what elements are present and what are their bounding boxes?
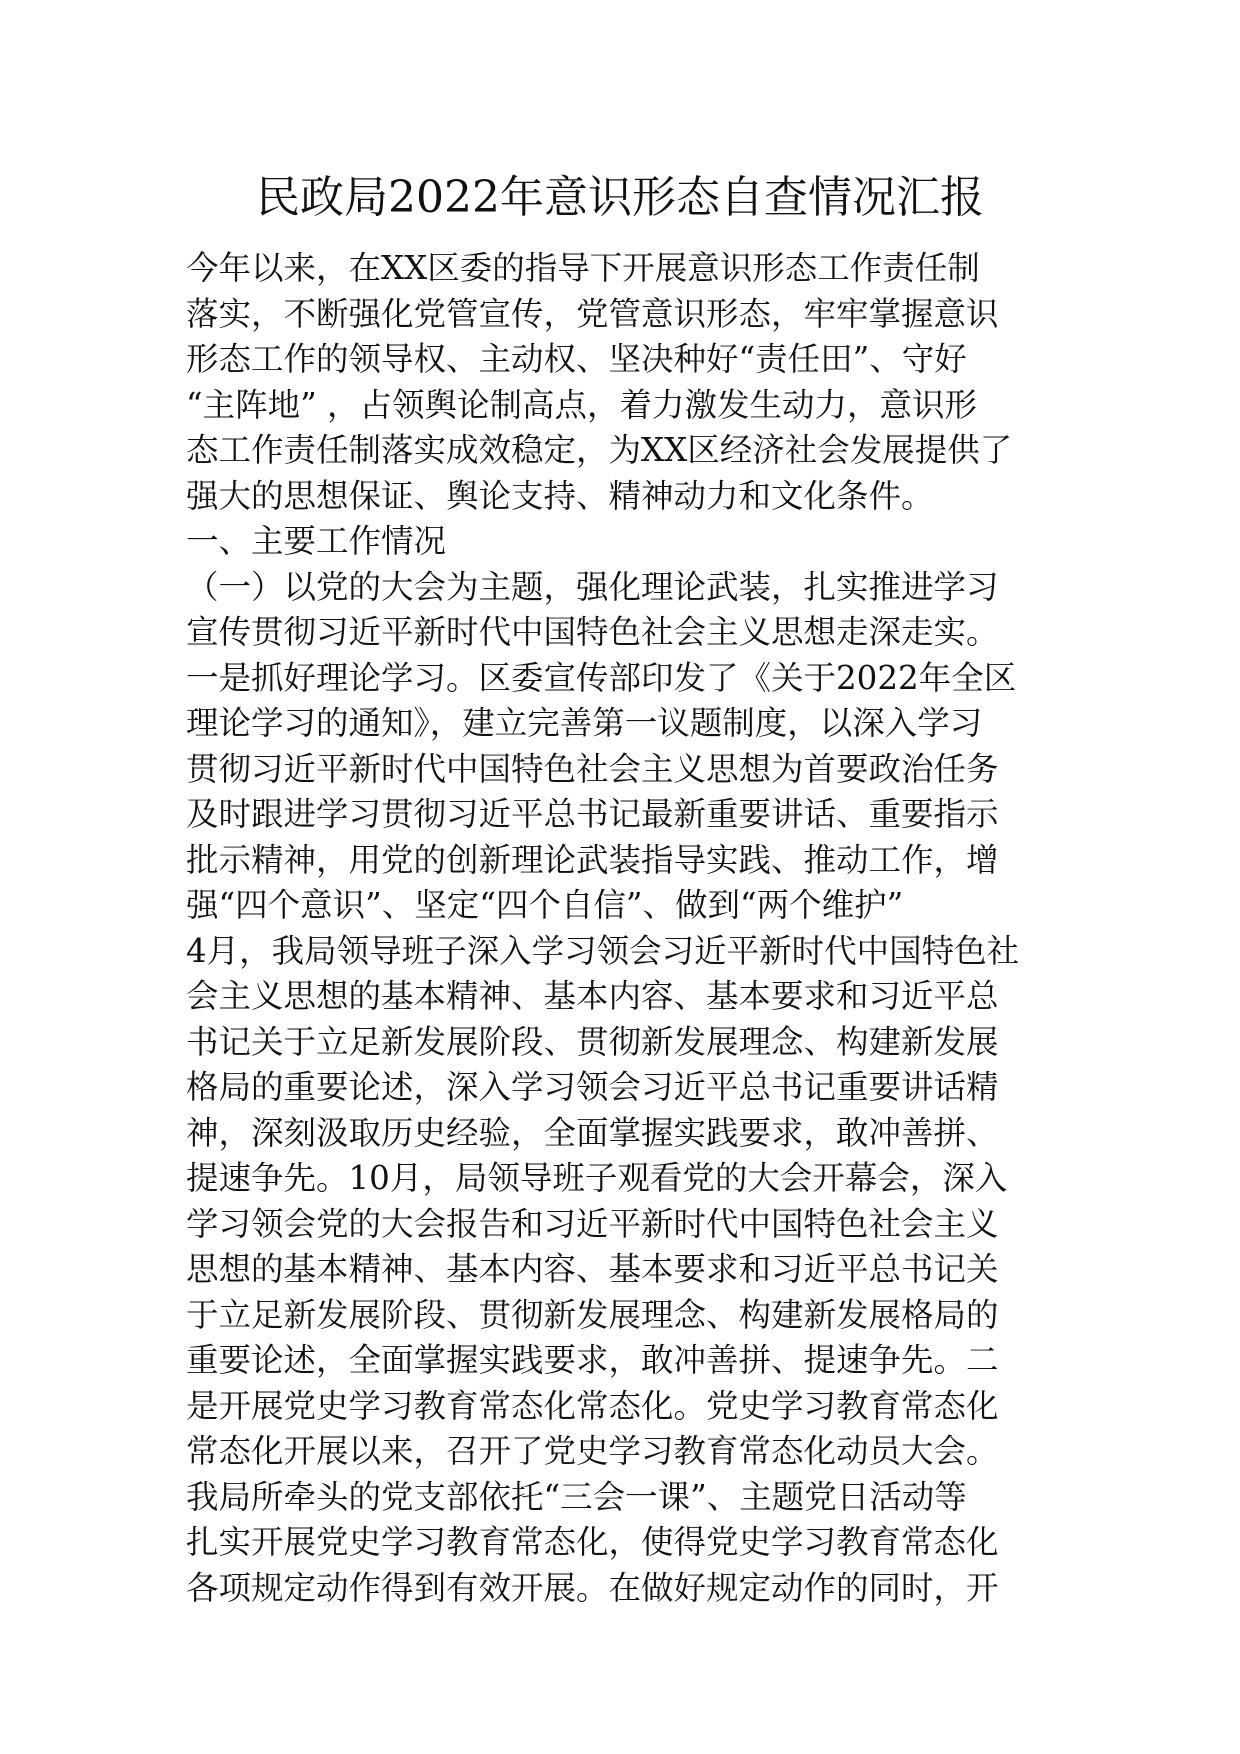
body-line: 及时跟进学习贯彻习近平总书记最新重要讲话、重要指示 — [186, 795, 999, 833]
body-line: 学习领会党的大会报告和习近平新时代中国特色社会主义 — [186, 1204, 999, 1243]
body-line: 形态工作的领导权、主动权、坚决种好“责任田”、守好 — [186, 340, 967, 378]
body-line: 重要论述，全面掌握实践要求，敢冲善拼、提速争先。二 — [186, 1341, 999, 1379]
body-line: 批示精神，用党的创新理论武装指导实践、推动工作，增 — [186, 840, 999, 879]
body-line: 思想的基本精神、基本内容、基本要求和习近平总书记关 — [186, 1250, 999, 1288]
body-line: “主阵地” ，占领舆论制高点，着力激发生动力，意识形 — [186, 385, 978, 424]
body-line: 4月，我局领导班子深入学习领会习近平新时代中国特色社 — [186, 931, 1020, 970]
body-line: 扎实开展党史学习教育常态化，使得党史学习教育常态化 — [186, 1523, 999, 1561]
body-line: 贯彻习近平新时代中国特色社会主义思想为首要政治任务 — [186, 749, 999, 788]
body-line: 落实，不断强化党管宣传，党管意识形态，牢牢掌握意识 — [186, 294, 999, 333]
body-line: 是开展党史学习教育常态化常态化。党史学习教育常态化 — [186, 1386, 999, 1425]
body-line: 强大的思想保证、舆论支持、精神动力和文化条件。 — [186, 476, 934, 515]
body-line: 于立足新发展阶段、贯彻新发展理念、构建新发展格局的 — [186, 1295, 999, 1334]
document-body — [186, 246, 1052, 1611]
body-line: 会主义思想的基本精神、基本内容、基本要求和习近平总 — [186, 977, 999, 1015]
body-line: 今年以来，在XX区委的指导下开展意识形态工作责任制 — [186, 249, 980, 287]
body-line: 宣传贯彻习近平新时代中国特色社会主义思想走深走实。 — [186, 613, 999, 651]
body-line: 格局的重要论述，深入学习领会习近平总书记重要讲话精 — [186, 1068, 999, 1106]
body-line: 提速争先。10月，局领导班子观看党的大会开幕会，深入 — [186, 1159, 1008, 1197]
body-line: 理论学习的通知》，建立完善第一议题制度，以深入学习 — [186, 704, 983, 742]
body-line: 强“四个意识”、坚定“四个自信”、做到“两个维护” — [186, 886, 904, 924]
document-title: 民政局2022年意识形态自查情况汇报 — [256, 172, 984, 223]
body-line: （一）以党的大会为主题，强化理论武装，扎实推进学习 — [186, 567, 999, 606]
body-line: 态工作责任制落实成效稳定，为XX区经济社会发展提供了 — [186, 431, 1013, 469]
body-line: 一是抓好理论学习。区委宣传部印发了《关于2022年全区 — [186, 658, 1017, 697]
body-line: 一、主要工作情况 — [186, 522, 447, 560]
body-line: 书记关于立足新发展阶段、贯彻新发展理念、构建新发展 — [186, 1022, 999, 1061]
body-line: 常态化开展以来，召开了党史学习教育常态化动员大会。 — [186, 1432, 999, 1470]
body-line: 我局所牵头的党支部依托“三会一课”、主题党日活动等 — [186, 1477, 967, 1516]
body-line: 神，深刻汲取历史经验，全面掌握实践要求，敢冲善拼、 — [186, 1113, 999, 1152]
body-line: 各项规定动作得到有效开展。在做好规定动作的同时，开 — [186, 1568, 999, 1607]
